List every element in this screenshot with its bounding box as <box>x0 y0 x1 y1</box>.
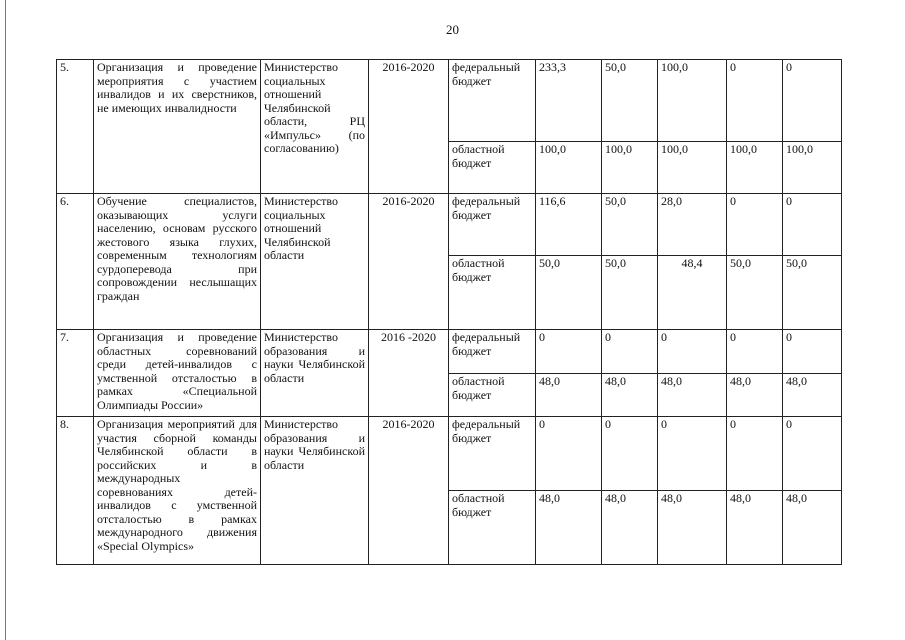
amount-cell: 48,0 <box>658 491 727 565</box>
program-activities-table <box>56 59 842 565</box>
amount-cell: 0 <box>783 417 842 491</box>
amount-cell: 100,0 <box>783 142 842 194</box>
amount-cell: 50,0 <box>602 194 658 256</box>
executor: Министерство социальных отношений Челябинской области, РЦ «Импульс» (по согласованию) <box>261 60 369 194</box>
amount-cell: 48,0 <box>783 491 842 565</box>
amount-cell: 0 <box>602 417 658 491</box>
page-left-border <box>5 0 6 640</box>
period: 2016 -2020 <box>369 330 449 417</box>
amount-cell: 48,0 <box>658 374 727 417</box>
amount-cell: 48,0 <box>602 374 658 417</box>
executor: Министерство образования и науки Челябинской области <box>261 330 369 417</box>
funding-source: областной бюджет <box>449 491 536 565</box>
amount-cell: 0 <box>658 417 727 491</box>
amount-cell: 100,0 <box>727 142 783 194</box>
amount-cell: 0 <box>727 60 783 142</box>
amount-cell: 48,4 <box>658 256 727 330</box>
table-row <box>57 194 842 256</box>
event-name: Организация и проведение мероприятия с участием инвалидов и их сверстников, не имеющих инвалидности <box>94 60 261 194</box>
amount-cell: 50,0 <box>536 256 602 330</box>
row-number: 6. <box>57 194 94 330</box>
funding-source: областной бюджет <box>449 142 536 194</box>
amount-cell: 48,0 <box>536 491 602 565</box>
amount-cell: 0 <box>783 60 842 142</box>
amount-cell: 0 <box>658 330 727 374</box>
funding-source: федеральный бюджет <box>449 417 536 491</box>
funding-source: федеральный бюджет <box>449 330 536 374</box>
amount-cell: 48,0 <box>727 491 783 565</box>
funding-source: федеральный бюджет <box>449 60 536 142</box>
event-name: Организация мероприятий для участия сборной команды Челябинской области в российских и в международных соревнованиях детей-инвалидов с умственной отсталостью в рамках международного движения «Special Olympics» <box>94 417 261 565</box>
amount-cell: 116,6 <box>536 194 602 256</box>
executor: Министерство образования и науки Челябинской области <box>261 417 369 565</box>
row-number: 5. <box>57 60 94 194</box>
period: 2016-2020 <box>369 194 449 330</box>
row-number: 7. <box>57 330 94 417</box>
period: 2016-2020 <box>369 417 449 565</box>
amount-cell: 0 <box>783 330 842 374</box>
amount-cell: 100,0 <box>658 142 727 194</box>
table-row <box>57 330 842 374</box>
amount-cell: 50,0 <box>602 60 658 142</box>
amount-cell: 48,0 <box>602 491 658 565</box>
page-number: 20 <box>446 22 459 37</box>
amount-cell: 100,0 <box>658 60 727 142</box>
funding-source: областной бюджет <box>449 256 536 330</box>
amount-cell: 0 <box>536 417 602 491</box>
amount-cell: 0 <box>783 194 842 256</box>
amount-cell: 0 <box>727 194 783 256</box>
table-row <box>57 417 842 491</box>
amount-cell: 50,0 <box>783 256 842 330</box>
amount-cell: 50,0 <box>602 256 658 330</box>
row-number: 8. <box>57 417 94 565</box>
amount-cell: 50,0 <box>727 256 783 330</box>
amount-cell: 0 <box>602 330 658 374</box>
funding-source: федеральный бюджет <box>449 194 536 256</box>
executor: Министерство социальных отношений Челябинской области <box>261 194 369 330</box>
amount-cell: 100,0 <box>602 142 658 194</box>
amount-cell: 48,0 <box>536 374 602 417</box>
amount-cell: 0 <box>536 330 602 374</box>
event-name: Обучение специалистов, оказывающих услуги населению, основам русского жестового языка глухих, современным технологиям сурдоперевода при сопровождении неслышащих граждан <box>94 194 261 330</box>
period: 2016-2020 <box>369 60 449 194</box>
amount-cell: 233,3 <box>536 60 602 142</box>
funding-source: областной бюджет <box>449 374 536 417</box>
amount-cell: 48,0 <box>783 374 842 417</box>
event-name: Организация и проведение областных соревнований среди детей-инвалидов с умственной отсталостью в рамках «Специальной Олимпиады России» <box>94 330 261 417</box>
amount-cell: 0 <box>727 417 783 491</box>
amount-cell: 28,0 <box>658 194 727 256</box>
amount-cell: 0 <box>727 330 783 374</box>
amount-cell: 100,0 <box>536 142 602 194</box>
table-row <box>57 60 842 142</box>
amount-cell: 48,0 <box>727 374 783 417</box>
